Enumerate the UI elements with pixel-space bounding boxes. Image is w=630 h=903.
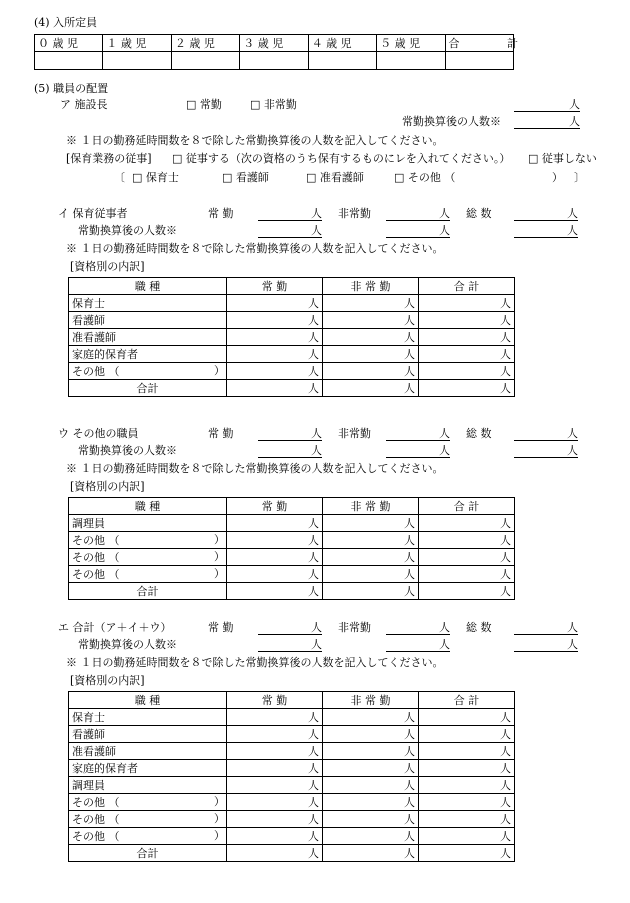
row-label: [69, 726, 227, 743]
unit: 人: [308, 381, 319, 395]
director-conv-label: 常勤換算後の人数※: [402, 115, 501, 128]
unit: 人: [404, 330, 415, 344]
capacity-value-cell[interactable]: [35, 52, 103, 70]
count-cell[interactable]: [227, 709, 323, 726]
unit: 人: [500, 330, 511, 344]
col-header: 職 種: [69, 498, 227, 515]
col-header: 非 常 勤: [323, 498, 419, 515]
unit: 人: [311, 207, 322, 220]
count-cell[interactable]: [323, 549, 419, 566]
table-row: [69, 346, 515, 363]
unit: 人: [500, 829, 511, 843]
table-row: [69, 743, 515, 760]
unit: 人: [308, 829, 319, 843]
unit: 人: [500, 364, 511, 378]
i-total-field[interactable]: [514, 207, 578, 221]
count-cell[interactable]: [323, 726, 419, 743]
count-cell[interactable]: [227, 743, 323, 760]
i-total-label: 総 数: [466, 207, 492, 220]
count-cell[interactable]: [227, 312, 323, 329]
count-cell[interactable]: [419, 777, 515, 794]
i-part-label: 非常勤: [338, 207, 371, 220]
count-cell[interactable]: [323, 295, 419, 312]
count-cell[interactable]: [419, 566, 515, 583]
count-cell[interactable]: [227, 329, 323, 346]
count-cell[interactable]: [323, 363, 419, 380]
table-row: [69, 532, 515, 549]
row-label: [69, 828, 227, 845]
unit: 人: [404, 744, 415, 758]
row-label: [69, 329, 227, 346]
sum-cell[interactable]: [419, 380, 515, 397]
col-header: 非 常 勤: [323, 278, 419, 295]
i-conv-field[interactable]: [386, 224, 450, 238]
bracket-open: 〔: [114, 171, 125, 184]
u-part-label: 非常勤: [338, 427, 371, 440]
section-5-heading: (5) 職員の配置: [34, 82, 109, 95]
row-label-text: 家庭的保育者: [72, 761, 138, 775]
unit: 人: [439, 427, 450, 440]
capacity-value-cell[interactable]: [445, 52, 513, 70]
sum-cell[interactable]: [227, 583, 323, 600]
capacity-table: [34, 34, 541, 70]
u-conv-field[interactable]: [514, 444, 578, 458]
unit: 人: [404, 516, 415, 530]
table-row: [69, 760, 515, 777]
i-note: ※ １日の勤務延時間数を８で除した常勤換算後の人数を記入してください。: [66, 242, 444, 255]
bracket-close: 〕: [574, 171, 585, 184]
count-cell[interactable]: [227, 726, 323, 743]
count-cell[interactable]: [227, 760, 323, 777]
unit: 人: [500, 778, 511, 792]
unit: 人: [404, 296, 415, 310]
unit: 人: [311, 621, 322, 634]
unit: 人: [311, 444, 322, 457]
count-cell[interactable]: [419, 726, 515, 743]
count-cell[interactable]: [419, 515, 515, 532]
count-cell[interactable]: [419, 794, 515, 811]
director-parttime-checkbox[interactable]: □ 非常勤: [250, 98, 297, 111]
count-cell[interactable]: [323, 777, 419, 794]
u-conv-field[interactable]: [258, 444, 322, 458]
director-conv-field[interactable]: 人: [514, 115, 580, 129]
table-row: [69, 794, 515, 811]
qual-nurse-checkbox[interactable]: □ 看護師: [222, 171, 269, 184]
unit: 人: [308, 584, 319, 598]
unit: 人: [308, 795, 319, 809]
u-full-label: 常 勤: [208, 427, 234, 440]
sum-cell[interactable]: [323, 583, 419, 600]
sum-cell[interactable]: [323, 845, 419, 862]
unit: 人: [404, 710, 415, 724]
capacity-col-header: ０ 歳 児: [35, 35, 103, 52]
i-label: イ 保育従事者: [58, 207, 128, 220]
row-label-text: 保育士: [72, 710, 105, 724]
count-cell[interactable]: [227, 363, 323, 380]
count-cell[interactable]: [419, 760, 515, 777]
duty-label: [保育業務の従事]: [66, 152, 152, 165]
sum-row: [69, 583, 515, 600]
i-breakdown-label: [資格別の内訳]: [70, 260, 145, 273]
u-full-field[interactable]: [258, 427, 322, 441]
unit: 人: [404, 381, 415, 395]
row-label-text: その他 （: [72, 364, 120, 378]
unit: 人: [404, 761, 415, 775]
count-cell[interactable]: [419, 828, 515, 845]
unit: 人: [567, 444, 578, 457]
count-cell[interactable]: [419, 295, 515, 312]
i-conv-label: 常勤換算後の人数※: [78, 224, 177, 237]
e-conv-field[interactable]: [514, 638, 578, 652]
unit: 人: [404, 364, 415, 378]
e-part-label: 非常勤: [338, 621, 371, 634]
capacity-value-cell[interactable]: [103, 52, 171, 70]
count-cell[interactable]: [227, 549, 323, 566]
unit: 人: [500, 846, 511, 860]
sum-cell[interactable]: [227, 845, 323, 862]
unit: 人: [308, 364, 319, 378]
section-4-heading: (4) 入所定員: [34, 16, 98, 29]
unit: 人: [567, 621, 578, 634]
sum-label: 合計: [69, 380, 227, 397]
e-full-label: 常 勤: [208, 621, 234, 634]
unit: 人: [500, 710, 511, 724]
table-row: [69, 363, 515, 380]
row-label-text: その他 （: [72, 812, 120, 826]
row-label: [69, 346, 227, 363]
sum-cell[interactable]: [419, 583, 515, 600]
row-label: [69, 363, 227, 380]
capacity-value-cell[interactable]: [171, 52, 239, 70]
count-cell[interactable]: [323, 709, 419, 726]
sum-row: [69, 845, 515, 862]
unit: 人: [308, 567, 319, 581]
unit: 人: [404, 778, 415, 792]
count-cell[interactable]: [323, 828, 419, 845]
count-cell[interactable]: [323, 532, 419, 549]
u-note: ※ １日の勤務延時間数を８で除した常勤換算後の人数を記入してください。: [66, 462, 444, 475]
u-total-label: 総 数: [466, 427, 492, 440]
capacity-value-cell[interactable]: [308, 52, 376, 70]
count-cell[interactable]: [323, 515, 419, 532]
unit: 人: [404, 313, 415, 327]
count-cell[interactable]: [419, 811, 515, 828]
table-row: [69, 566, 515, 583]
count-cell[interactable]: [323, 346, 419, 363]
unit: 人: [308, 347, 319, 361]
table-row: [69, 777, 515, 794]
unit: 人: [308, 761, 319, 775]
unit: 人: [404, 533, 415, 547]
unit: 人: [500, 516, 511, 530]
row-label: [69, 532, 227, 549]
e-note: ※ １日の勤務延時間数を８で除した常勤換算後の人数を記入してください。: [66, 656, 444, 669]
unit: 人: [308, 296, 319, 310]
unit: 人: [567, 638, 578, 651]
capacity-value-cell[interactable]: [240, 52, 308, 70]
e-total-field[interactable]: [514, 621, 578, 635]
u-conv-field[interactable]: [386, 444, 450, 458]
unit: 人: [404, 550, 415, 564]
director-count-field[interactable]: 人: [514, 98, 580, 112]
table-row: [69, 549, 515, 566]
row-label: [69, 811, 227, 828]
unit: 人: [308, 330, 319, 344]
i-full-label: 常 勤: [208, 207, 234, 220]
e-conv-field[interactable]: [386, 638, 450, 652]
unit: 人: [500, 744, 511, 758]
other-close: ）: [214, 364, 225, 377]
count-cell[interactable]: [419, 312, 515, 329]
count-cell[interactable]: [323, 566, 419, 583]
row-label-text: その他 （: [72, 550, 120, 564]
col-header: 合 計: [419, 278, 515, 295]
unit: 人: [308, 550, 319, 564]
unit: 人: [308, 744, 319, 758]
col-header: 非 常 勤: [323, 692, 419, 709]
capacity-col-header: ２ 歳 児: [171, 35, 239, 52]
other-close: ）: [214, 829, 225, 842]
unit: 人: [500, 381, 511, 395]
capacity-col-header: ４ 歳 児: [308, 35, 376, 52]
capacity-col-header: １ 歳 児: [103, 35, 171, 52]
e-total-label: 総 数: [466, 621, 492, 634]
unit: 人: [500, 550, 511, 564]
count-cell[interactable]: [227, 828, 323, 845]
col-header: 職 種: [69, 278, 227, 295]
row-label-text: 看護師: [72, 727, 105, 741]
director-label: ア 施設長: [60, 98, 108, 111]
other-close: ）: [214, 533, 225, 546]
count-cell[interactable]: [227, 794, 323, 811]
unit: 人: [567, 427, 578, 440]
qual-other-close: ）: [552, 171, 563, 184]
count-cell[interactable]: [419, 549, 515, 566]
unit: 人: [500, 795, 511, 809]
col-header: 常 勤: [227, 692, 323, 709]
table-row: [69, 811, 515, 828]
table-row: [69, 515, 515, 532]
row-label-text: 准看護師: [72, 330, 116, 344]
table-row: [69, 295, 515, 312]
row-label: [69, 515, 227, 532]
sum-label: 合計: [69, 583, 227, 600]
table-row: [69, 726, 515, 743]
count-cell[interactable]: [323, 760, 419, 777]
row-label: [69, 312, 227, 329]
row-label: [69, 794, 227, 811]
unit: 人: [439, 621, 450, 634]
unit: 人: [500, 761, 511, 775]
sum-cell[interactable]: [323, 380, 419, 397]
e-breakdown-label: [資格別の内訳]: [70, 674, 145, 687]
count-cell[interactable]: [419, 709, 515, 726]
unit: 人: [308, 812, 319, 826]
u-label: ウ その他の職員: [58, 427, 139, 440]
u-breakdown-label: [資格別の内訳]: [70, 480, 145, 493]
director-fulltime-checkbox[interactable]: □ 常勤: [186, 98, 222, 111]
e-breakdown-table: [68, 691, 515, 862]
unit: 人: [500, 347, 511, 361]
unit: 人: [308, 846, 319, 860]
e-label: エ 合計（ア＋イ＋ウ）: [58, 621, 172, 634]
sum-cell[interactable]: [419, 845, 515, 862]
unit: 人: [404, 812, 415, 826]
count-cell[interactable]: [323, 312, 419, 329]
count-cell[interactable]: [419, 363, 515, 380]
row-label: [69, 709, 227, 726]
unit: 人: [439, 444, 450, 457]
unit: 人: [404, 567, 415, 581]
unit: 人: [404, 584, 415, 598]
unit: 人: [404, 846, 415, 860]
unit: 人: [308, 516, 319, 530]
row-label-text: 保育士: [72, 296, 105, 310]
sum-label: 合計: [69, 845, 227, 862]
unit: 人: [311, 638, 322, 651]
u-breakdown-table: [68, 497, 515, 600]
count-cell[interactable]: [419, 346, 515, 363]
count-cell[interactable]: [419, 532, 515, 549]
count-cell[interactable]: [323, 329, 419, 346]
i-conv-field[interactable]: [514, 224, 578, 238]
unit: 人: [404, 795, 415, 809]
unit: 人: [308, 313, 319, 327]
row-label-text: その他 （: [72, 829, 120, 843]
col-header: 職 種: [69, 692, 227, 709]
i-part-field[interactable]: [386, 207, 450, 221]
i-full-field[interactable]: [258, 207, 322, 221]
row-label: [69, 760, 227, 777]
count-cell[interactable]: [227, 777, 323, 794]
i-breakdown-table: [68, 277, 515, 397]
row-label-text: 調理員: [72, 778, 105, 792]
count-cell[interactable]: [227, 532, 323, 549]
count-cell[interactable]: [227, 346, 323, 363]
qual-other-checkbox[interactable]: □ その他 （: [394, 171, 456, 184]
row-label: [69, 295, 227, 312]
u-part-field[interactable]: [386, 427, 450, 441]
row-label-text: その他 （: [72, 567, 120, 581]
unit: 人: [308, 727, 319, 741]
capacity-col-header: 合 計: [445, 35, 513, 52]
col-header: 常 勤: [227, 278, 323, 295]
row-label-text: その他 （: [72, 533, 120, 547]
u-conv-label: 常勤換算後の人数※: [78, 444, 177, 457]
sum-row: [69, 380, 515, 397]
unit: 人: [500, 313, 511, 327]
qual-nursery-checkbox[interactable]: □ 保育士: [132, 171, 179, 184]
unit: 人: [567, 224, 578, 237]
unit: 人: [500, 727, 511, 741]
unit: 人: [308, 533, 319, 547]
unit: 人: [308, 778, 319, 792]
other-close: ）: [214, 812, 225, 825]
count-cell[interactable]: [227, 515, 323, 532]
e-conv-field[interactable]: [258, 638, 322, 652]
unit: 人: [439, 224, 450, 237]
other-close: ）: [214, 567, 225, 580]
capacity-col-header: ３ 歳 児: [240, 35, 308, 52]
unit: 人: [439, 638, 450, 651]
table-row: [69, 312, 515, 329]
u-total-field[interactable]: [514, 427, 578, 441]
table-row: [69, 828, 515, 845]
count-cell[interactable]: [227, 566, 323, 583]
unit: 人: [404, 829, 415, 843]
duty-yes-checkbox[interactable]: □ 従事する（次の資格のうち保有するものにレを入れてください。）: [172, 152, 511, 165]
row-label: [69, 549, 227, 566]
count-cell[interactable]: [323, 794, 419, 811]
duty-no-checkbox[interactable]: □ 従事しない: [528, 152, 597, 165]
count-cell[interactable]: [323, 811, 419, 828]
count-cell[interactable]: [323, 743, 419, 760]
director-note: ※ １日の勤務延時間数を８で除した常勤換算後の人数を記入してください。: [66, 134, 444, 147]
e-part-field[interactable]: [386, 621, 450, 635]
col-header: 合 計: [419, 498, 515, 515]
count-cell[interactable]: [419, 329, 515, 346]
unit: 人: [439, 207, 450, 220]
count-cell[interactable]: [227, 295, 323, 312]
sum-cell[interactable]: [227, 380, 323, 397]
unit: 人: [500, 812, 511, 826]
unit: 人: [404, 727, 415, 741]
col-header: 常 勤: [227, 498, 323, 515]
row-label-text: 看護師: [72, 313, 105, 327]
unit: 人: [500, 584, 511, 598]
qual-assoc-nurse-checkbox[interactable]: □ 准看護師: [306, 171, 364, 184]
row-label: [69, 777, 227, 794]
i-conv-field[interactable]: [258, 224, 322, 238]
row-label-text: その他 （: [72, 795, 120, 809]
table-row: [69, 709, 515, 726]
unit: 人: [500, 296, 511, 310]
unit: 人: [308, 710, 319, 724]
unit: 人: [500, 567, 511, 581]
count-cell[interactable]: [227, 811, 323, 828]
row-label-text: 調理員: [72, 516, 105, 530]
unit: 人: [404, 347, 415, 361]
unit: 人: [567, 207, 578, 220]
other-close: ）: [214, 795, 225, 808]
count-cell[interactable]: [419, 743, 515, 760]
table-row: [69, 329, 515, 346]
row-label-text: 家庭的保育者: [72, 347, 138, 361]
e-full-field[interactable]: [258, 621, 322, 635]
e-conv-label: 常勤換算後の人数※: [78, 638, 177, 651]
other-close: ）: [214, 550, 225, 563]
unit: 人: [311, 427, 322, 440]
row-label: [69, 743, 227, 760]
unit: 人: [311, 224, 322, 237]
row-label: [69, 566, 227, 583]
unit: 人: [500, 533, 511, 547]
row-label-text: 准看護師: [72, 744, 116, 758]
capacity-value-cell[interactable]: [377, 52, 445, 70]
col-header: 合 計: [419, 692, 515, 709]
capacity-col-header: ５ 歳 児: [377, 35, 445, 52]
